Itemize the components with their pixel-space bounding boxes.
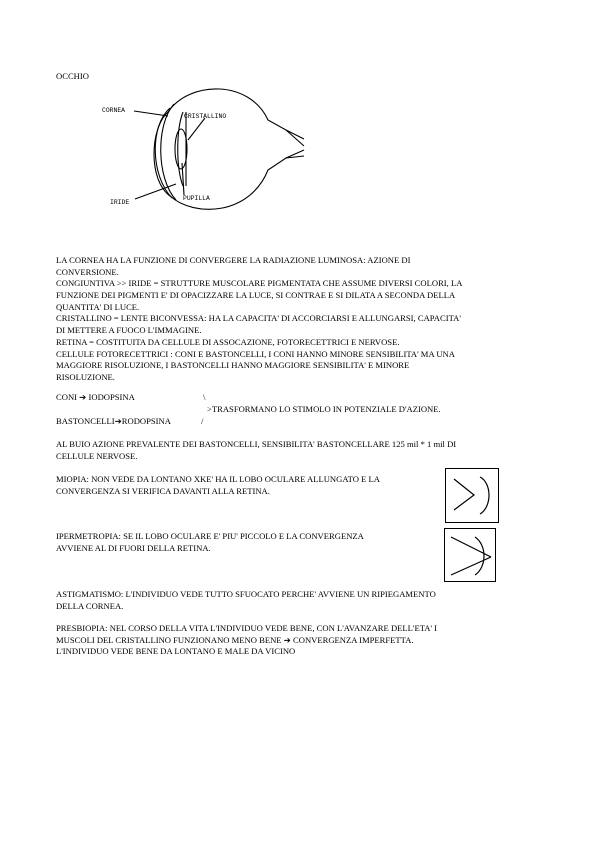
text-line: QUANTITA' DI LUCE. <box>56 301 140 312</box>
text-line: ASTIGMATISMO: L'INDIVIDUO VEDE TUTTO SFUOCATO PERCHE' AVVIENE UN RIPIEGAMENTO <box>56 589 436 599</box>
text-line: CRISTALLINO = LENTE BICONVESSA: HA LA CAPACITA' DI ACCORCIARSI E ALLUNGARSI, CAPACITA' <box>56 313 461 324</box>
ipermetropia-paragraph <box>56 531 441 554</box>
text-line: MIOPIA: NON VEDE DA LONTANO XKE' HA IL LOBO OCULARE ALLUNGATO E LA <box>56 474 380 484</box>
text-line: FUNZIONE DEI PIGMENTI E' DI OPACIZZARE LA LUCE, SI CONTRAE E SI DILATA A SECONDA DELLA <box>56 290 456 301</box>
label-cornea: CORNEA <box>102 107 126 114</box>
miopia-paragraph <box>56 474 441 497</box>
text-line: LA CORNEA HA LA FUNZIONE DI CONVERGERE LA RADIAZIONE LUMINOSA: AZIONE DI <box>56 255 411 265</box>
label-pupilla: PUPILLA <box>183 195 210 202</box>
text-line: IPERMETROPIA: SE IL LOBO OCULARE E' PIU' PICCOLO E LA CONVERGENZA <box>56 531 364 541</box>
text-line: MAGGIORE RISOLUZIONE, I BASTONCELLI HANNO MAGGIORE SENSIBILITA' E MINORE <box>56 360 410 371</box>
coni-line: CONI ➔ IODOPSINA <box>56 392 135 402</box>
text-line: CONVERGENZA SI VERIFICA DAVANTI ALLA RETINA. <box>56 485 270 496</box>
bastoncelli-line: BASTONCELLI➔RODOPSINA <box>56 416 171 426</box>
presbiopia-paragraph <box>56 623 546 658</box>
trasformano-line: >TRASFORMANO LO STIMOLO IN POTENZIALE D'AZIONE. <box>207 404 441 414</box>
text-line: CONGIUNTIVA >> IRIDE = STRUTTURE MUSCOLARE PIGMENTATA CHE ASSUME DIVERSI COLORI, LA <box>56 278 463 289</box>
text-line: DI METTERE A FUOCO L'IMMAGINE. <box>56 325 202 336</box>
text-line: CONVERSIONE. <box>56 266 119 277</box>
text-line: CELLULE FOTORECETTRICI : CONI E BASTONCELLI, I CONI HANNO MINORE SENSIBILITA' MA UNA <box>56 348 455 359</box>
text-line: RETINA = COSTITUITA DA CELLULE DI ASSOCAZIONE, FOTORECETTRICI E NERVOSE. <box>56 336 400 347</box>
text-line: DELLA CORNEA. <box>56 600 124 611</box>
buio-paragraph <box>56 439 546 462</box>
coni-slash: \ <box>203 392 206 402</box>
miopia-figure <box>445 468 499 523</box>
text-line: PRESBIOPIA: NEL CORSO DELLA VITA L'INDIVIDUO VEDE BENE, CON L'AVANZARE DELL'ETA' I <box>56 623 438 633</box>
text-line: RISOLUZIONE. <box>56 371 115 382</box>
label-cristallino: CRISTALLINO <box>184 113 227 120</box>
text-line: AVVIENE AL DI FUORI DELLA RETINA. <box>56 542 211 553</box>
astigmatismo-paragraph <box>56 589 546 612</box>
page-title: OCCHIO <box>56 71 89 81</box>
text-line: L'INDIVIDUO VEDE BENE DA LONTANO E MALE DA VICINO <box>56 646 296 657</box>
text-line: MUSCOLI DEL CRISTALLINO FUNZIONANO MENO BENE ➔ CONVERGENZA IMPERFETTA. <box>56 634 414 645</box>
main-paragraph <box>56 255 546 384</box>
bastoncelli-slash: / <box>201 416 204 426</box>
cornea-shape <box>155 108 172 198</box>
text-line: AL BUIO AZIONE PREVALENTE DEI BASTONCELLI, SENSIBILITA' BASTONCELLARE 125 mil * 1 mil DI <box>56 439 457 449</box>
ipermetropia-figure <box>444 528 496 582</box>
text-line: CELLULE NERVOSE. <box>56 450 138 461</box>
label-iride: IRIDE <box>110 199 130 206</box>
lens-shape <box>175 129 187 169</box>
